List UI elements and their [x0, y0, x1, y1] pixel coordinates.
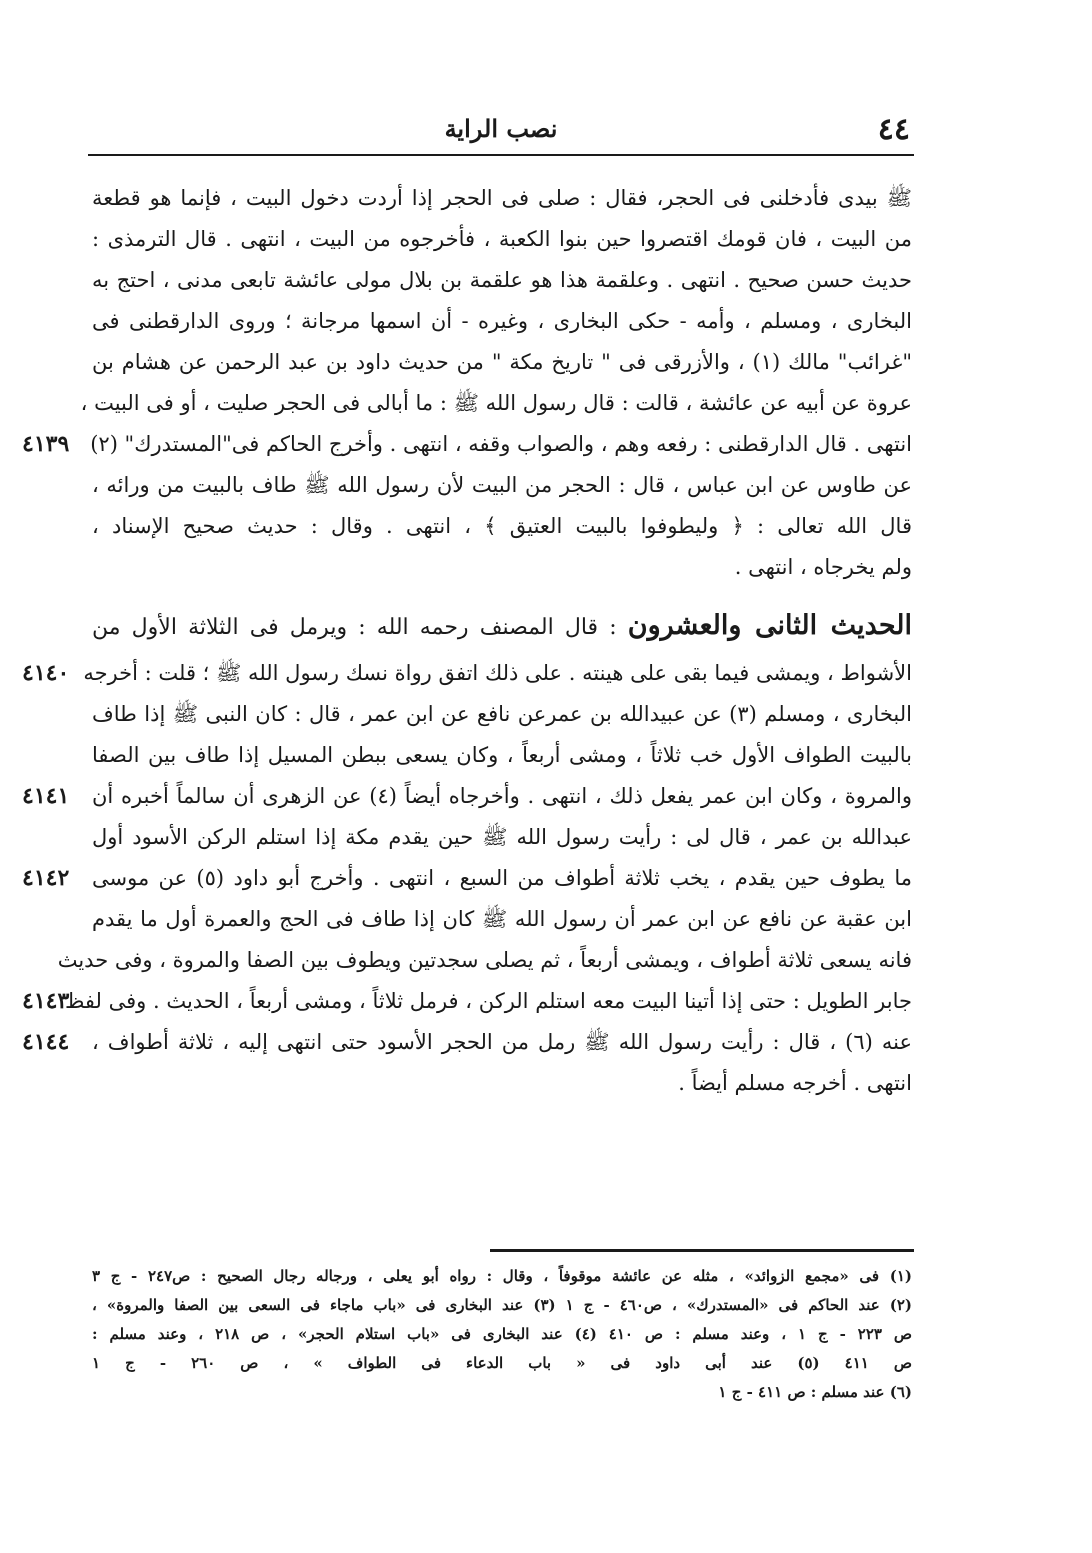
- text-line: بالبيت الطواف الأول خب ثلاثاً ، ومشى أربعاً ، وكان يسعى ببطن المسيل إذا طاف بين الصفا: [92, 743, 912, 767]
- heading-title: الحديث الثانى والعشرون: [627, 610, 913, 641]
- numbered-line-4143: [22, 981, 912, 1022]
- hadith-number: ٤١٤٤: [22, 1029, 70, 1055]
- hadith-number: ٤١٤٣: [22, 988, 70, 1014]
- hadith-number: ٤١٤٢: [22, 865, 70, 891]
- text-line: البخارى ، ومسلم (٣) عن عبيدالله بن عمرعن نافع عن ابن عمر ، قال : كان النبى ﷺ إذا طاف: [92, 702, 913, 726]
- running-title: نصب الراية: [444, 114, 558, 143]
- text-line: ﷺ بيدى فأدخلنى فى الحجر، فقال : صلى فى الحجر إذا أردت دخول البيت ، فإنما هو قطعة: [92, 186, 912, 210]
- text-line: والمروة ، وكان ابن عمر يفعل ذلك ، انتهى . وأخرجاه أيضاً (٤) عن الزهرى أن سالماً أخبره أن: [92, 784, 912, 808]
- text-line: "غرائب" مالك (١) ، والأزرقى فى " تاريخ مكة " من حديث داود بن عبد الرحمن عن هشام بن: [92, 350, 912, 374]
- numbered-line-4140: [22, 653, 912, 694]
- text-line: عروة عن أبيه عن عائشة ، قالت : قال رسول الله ﷺ : ما أبالى فى الحجر صليت ، أو فى البيت ،: [80, 391, 912, 415]
- footnote-line: ص ٤١١ (٥) عند أبى داود فى « باب الدعاء فى الطواف » ، ص ٢٦٠ - ج ١: [92, 1354, 913, 1372]
- text-line: انتهى . أخرجه مسلم أيضاً .: [678, 1071, 912, 1095]
- text-line: جابر الطويل : حتى إذا أتينا البيت معه استلم الركن ، فرمل ثلاثاً ، ومشى أربعاً ، الحديث . وفى لفظ: [64, 989, 912, 1013]
- page-number: ٤٤: [877, 112, 910, 147]
- heading-rest: : قال المصنف رحمه الله : ويرمل فى الثلاثة الأول من: [92, 615, 628, 640]
- section-heading: [92, 598, 912, 653]
- footnote-line: ص ٢٢٣ - ج ١ ، وعند مسلم : ص ٤١٠ (٤) عند البخارى فى «باب استلام الحجر» ، ص ٢١٨ ، وعند مسلم :: [92, 1325, 913, 1343]
- hadith-number: ٤١٤٠: [22, 660, 70, 686]
- text-line: حديث حسن صحيح . انتهى . وعلقمة هذا هو علقمة بن بلال مولى عائشة تابعى مدنى ، احتج به: [92, 268, 912, 292]
- footnote-rule: [490, 1249, 914, 1252]
- text-line: من البيت ، فان قومك اقتصروا حين بنوا الكعبة ، فأخرجوه من البيت ، انتهى . قال الترمذى :: [92, 227, 912, 251]
- text-line: عبدالله بن عمر ، قال لى : رأيت رسول الله ﷺ حين يقدم مكة إذا استلم الركن الأسود أول: [92, 825, 912, 849]
- text-line: انتهى . قال الدارقطنى : رفعه وهم ، والصواب وقفه ، انتهى . وأخرج الحاكم فى"المستدرك" (٢): [90, 432, 912, 456]
- text-line: الأشواط ، ويمشى فيما بقى على هينته . على ذلك اتفق رواة نسك رسول الله ﷺ ؛ قلت : أخرجه: [83, 661, 912, 685]
- text-line: ولم يخرجاه ، انتهى .: [734, 555, 912, 579]
- text-line: ما يطوف حين يقدم ، يخب ثلاثة أطواف من السبع ، انتهى . وأخرج أبو داود (٥) عن موسى: [92, 866, 912, 890]
- main-text: [22, 178, 913, 1104]
- numbered-line-4142: [22, 858, 912, 899]
- text-line: البخارى ، ومسلم ، وأمه - حكى البخارى ، وغيره - أن اسمها مرجانة ؛ وروى الدارقطنى فى: [92, 309, 912, 333]
- numbered-line-4141: [22, 776, 912, 817]
- text-line: عنه (٦) ، قال : رأيت رسول الله ﷺ رمل من الحجر الأسود حتى انتهى إليه ، ثلاثة أطواف ،: [92, 1030, 912, 1054]
- numbered-line-4144: [22, 1022, 912, 1063]
- hadith-number: ٤١٣٩: [22, 431, 70, 457]
- footnote-line: (٦) عند مسلم : ص ٤١١ - ج ١: [718, 1383, 912, 1401]
- text-line: قال الله تعالى : ﴿ وليطوفوا بالبيت العتيق ﴾ ، انتهى . وقال : حديث صحيح الإسناد ،: [92, 514, 912, 538]
- text-line: عن طاوس عن ابن عباس ، قال : الحجر من البيت لأن رسول الله ﷺ طاف بالبيت من ورائه ،: [92, 473, 912, 497]
- text-line: فانه يسعى ثلاثة أطواف ، ويمشى أربعاً ، ثم يصلى سجدتين ويطوف بين الصفا والمروة ، وفى حديث: [57, 948, 912, 972]
- footnotes: [92, 1262, 912, 1407]
- hadith-number: ٤١٤١: [22, 783, 70, 809]
- footnote-line: (١) فى «مجمع الزوائد» ، مثله عن عائشة موقوفاً ، وقال : رواه أبو يعلى ، ورجاله رجال الصحيح : ص٢٤٧ - ج ٣: [92, 1267, 912, 1285]
- footnote-line: (٢) عند الحاكم فى «المستدرك» ، ص٤٦٠ - ج ١ (٣) عند البخارى فى «باب ماجاء فى السعى بين الصفا والمروة» ،: [92, 1296, 912, 1314]
- header-rule: [88, 154, 914, 156]
- text-line: ابن عقبة عن نافع عن ابن عمر أن رسول الله ﷺ كان إذا طاف فى الحج والعمرة أول ما يقدم: [92, 907, 912, 931]
- numbered-line-4139: [22, 424, 912, 465]
- page-header: [88, 112, 914, 152]
